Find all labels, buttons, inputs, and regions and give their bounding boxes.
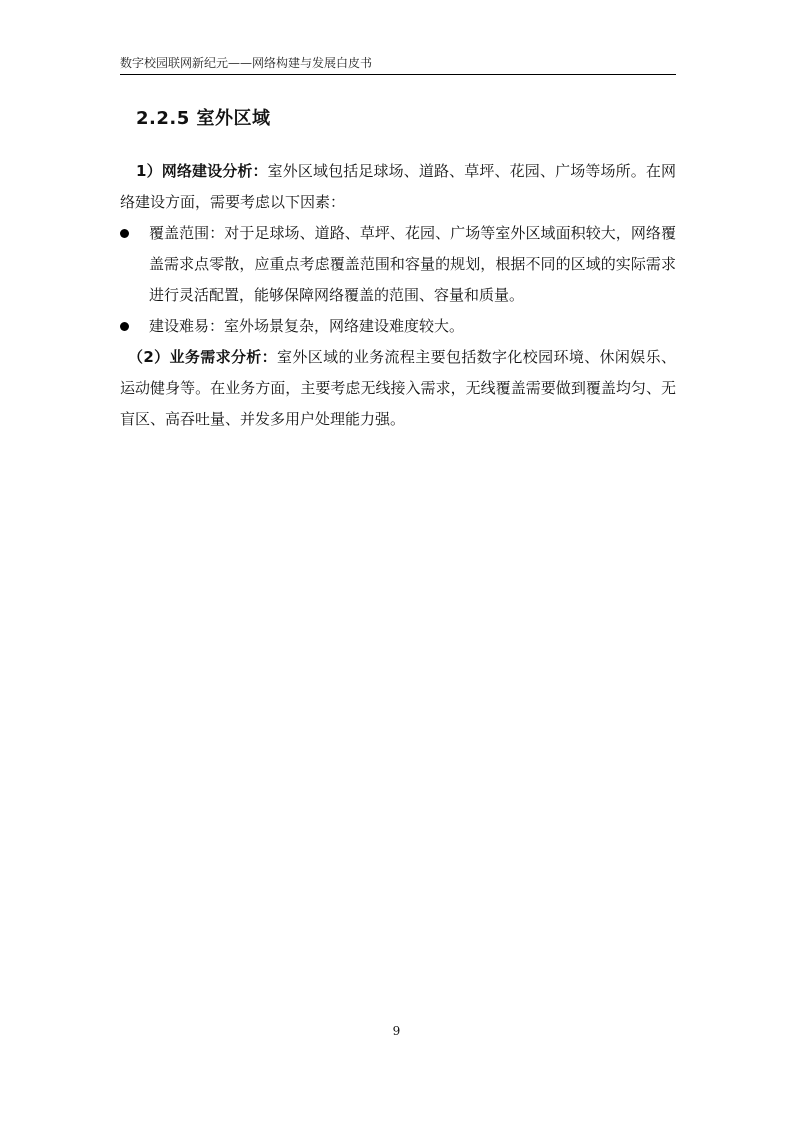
business-analysis-label: （2）业务需求分析： bbox=[128, 348, 278, 366]
bullet-icon bbox=[120, 322, 129, 331]
section-title: 2.2.5 室外区域 bbox=[136, 108, 271, 129]
network-analysis-label: 1）网络建设分析： bbox=[136, 162, 268, 180]
running-header: 数字校园联网新纪元——网络构建与发展白皮书 bbox=[120, 56, 373, 70]
list-item bbox=[120, 311, 676, 342]
header-divider bbox=[120, 74, 676, 75]
business-analysis-text: 室外区域的业务流程主要包括数字化校园环境、休闲娱乐、运动健身等。在业务方面，主要考虑无线接入需求，无线覆盖需要做到覆盖均匀、无盲区、高吞吐量、并发多用户处理能力强。 bbox=[120, 348, 676, 428]
list-item bbox=[120, 218, 676, 311]
network-analysis-text: 室外区域包括足球场、道路、草坪、花园、广场等场所。在网络建设方面，需要考虑以下因素： bbox=[120, 162, 676, 211]
bullet-icon bbox=[120, 229, 129, 238]
list-item-text: 覆盖范围：对于足球场、道路、草坪、花园、广场等室外区域面积较大，网络覆盖需求点零散，应重点考虑覆盖范围和容量的规划，根据不同的区域的实际需求进行灵活配置，能够保障网络覆盖的范围、容量和质量。 bbox=[149, 224, 676, 304]
page-number: 9 bbox=[392, 1024, 401, 1038]
network-analysis-paragraph bbox=[120, 156, 676, 218]
business-analysis-paragraph bbox=[120, 342, 676, 435]
list-item-text: 建设难易：室外场景复杂，网络建设难度较大。 bbox=[149, 317, 465, 335]
